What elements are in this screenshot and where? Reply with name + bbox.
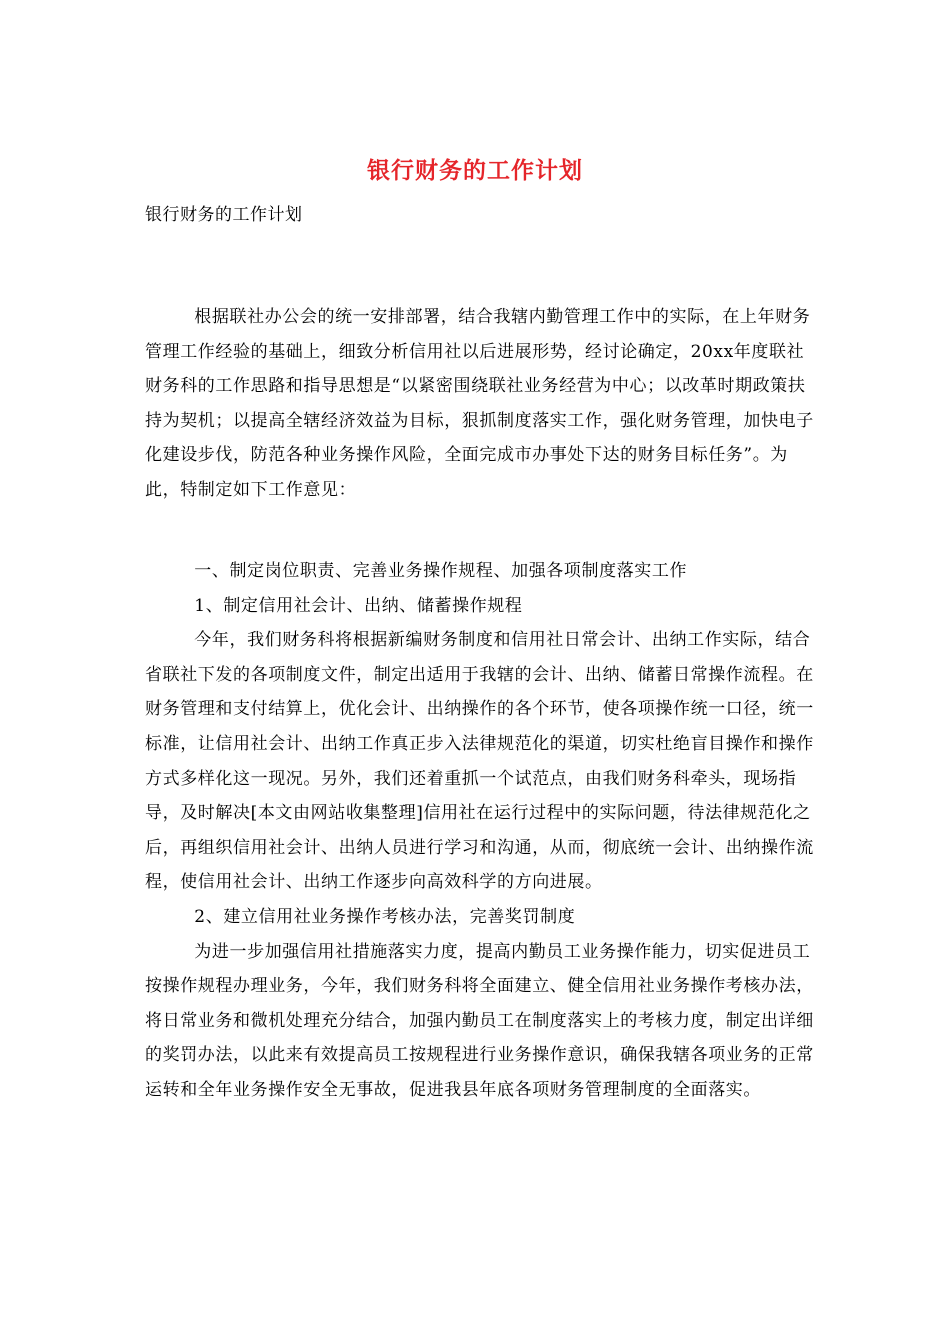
section-1 <box>145 554 815 1108</box>
page-title: 银行财务的工作计划 <box>367 157 583 184</box>
intro-paragraph: 根据联社办公会的统一安排部署，结合我辖内勤管理工作中的实际，在上年财务管理工作经验的基础上，细致分析信用社以后进展形势，经讨论确定，20xx年度联社财务科的工作思路和指导思想是“以紧密围绕联社业务经营为中心；以改革时期政策扶持为契机；以提高全辖经济效益为目标，狠抓制度落实工作，强化财务管理，加快电子化建设步伐，防范各种业务操作风险，全面完成市办事处下达的财务目标任务”。为此，特制定如下工作意见： <box>145 307 814 500</box>
item-2-heading: 2、建立信用社业务操作考核办法，完善奖罚制度 <box>194 906 576 927</box>
item-1-paragraph: 今年，我们财务科将根据新编财务制度和信用社日常会计、出纳工作实际，结合省联社下发的各项制度文件，制定出适用于我辖的会计、出纳、储蓄日常操作流程。在财务管理和支付结算上，优化会计、出纳操作的各个环节，使各项操作统一口径，统一标准，让信用社会计、出纳工作真正步入法律规范化的渠道，切实杜绝盲目操作和操作方式多样化这一现况。另外，我们还着重抓一个试范点，由我们财务科牵头，现场指导，及时解决[本文由网站收集整理]信用社在运行过程中的实际问题，待法律规范化之后，再组织信用社会计、出纳人员进行学习和沟通，从而，彻底统一会计、出纳操作流程，使信用社会计、出纳工作逐步向高效科学的方向进展。 <box>145 630 814 893</box>
item-2-paragraph: 为进一步加强信用社措施落实力度，提高内勤员工业务操作能力，切实促进员工按操作规程办理业务，今年，我们财务科将全面建立、健全信用社业务操作考核办法，将日常业务和微机处理充分结合，加强内勤员工在制度落实上的考核力度，制定出详细的奖罚办法，以此来有效提高员工按规程进行业务操作意识，确保我辖各项业务的正常运转和全年业务操作安全无事故，促进我县年底各项财务管理制度的全面落实。 <box>145 941 814 1100</box>
section-1-heading: 一、制定岗位职责、完善业务操作规程、加强各项制度落实工作 <box>194 561 688 581</box>
item-1-heading: 1、制定信用社会计、出纳、储蓄操作规程 <box>194 595 523 616</box>
intro-block <box>145 300 815 508</box>
document-subtitle: 银行财务的工作计划 <box>145 205 303 225</box>
